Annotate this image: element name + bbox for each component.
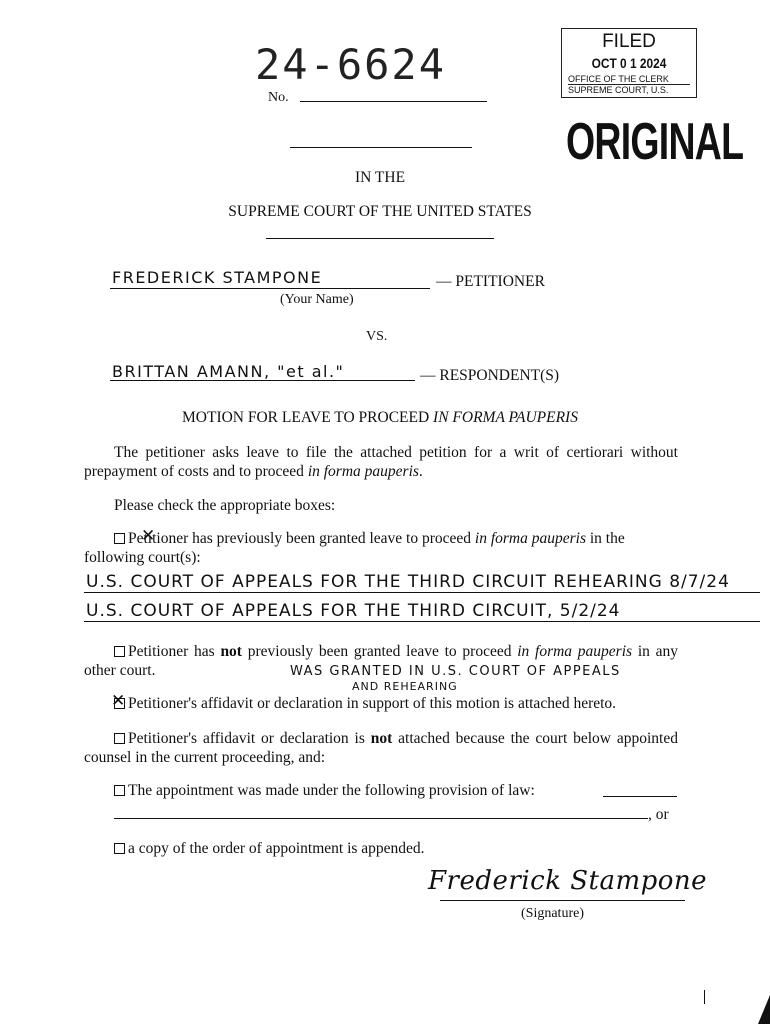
original-stamp: ORIGINAL <box>566 113 744 171</box>
option1-text-a: Petitioner has previously been granted leave to proceed <box>128 530 475 547</box>
option1-line2 <box>84 621 760 622</box>
respondent-role: — RESPONDENT(S) <box>420 367 560 384</box>
option1-entry1: U.S. COURT OF APPEALS FOR THE THIRD CIRCUIT REHEARING 8/7/24 <box>86 572 730 592</box>
option5-or: , or <box>648 806 669 823</box>
option5-text: The appointment was made under the following provision of law: <box>128 782 535 799</box>
signature-caption: (Signature) <box>521 906 584 921</box>
option6-text: a copy of the order of appointment is appended. <box>128 840 425 857</box>
check-instructions: Please check the appropriate boxes: <box>114 497 336 514</box>
vs-label: VS. <box>366 329 388 344</box>
option2-checkbox[interactable] <box>114 646 125 657</box>
case-number-line <box>300 101 487 102</box>
option2-text-c: in any other court. <box>84 643 678 679</box>
option1-checkbox[interactable] <box>114 533 125 544</box>
filed-stamp <box>561 28 697 98</box>
court-name: SUPREME COURT OF THE UNITED STATES <box>228 203 532 220</box>
filed-office-1: OFFICE OF THE CLERK <box>568 74 669 84</box>
option2-text-b: previously been granted leave to proceed <box>241 643 518 660</box>
filed-label: FILED <box>602 31 656 52</box>
motion-title-italic: IN FORMA PAUPERIS <box>433 409 578 426</box>
option3-checkbox[interactable] <box>114 698 125 709</box>
option6-paragraph <box>114 839 425 858</box>
no-label: No. <box>268 90 289 105</box>
option2-handwritten-2: AND REHEARING <box>352 680 458 693</box>
intro-a: The petitioner asks leave to file the attached petition for a writ of certiorari without prepayment of costs and to proceed <box>84 444 678 480</box>
corner-shadow <box>758 995 770 1024</box>
signature-line <box>440 900 685 901</box>
petitioner-name: FREDERICK STAMPONE <box>112 268 323 287</box>
your-name-caption: (Your Name) <box>280 292 354 307</box>
respondent-name: BRITTAN AMANN, "et al." <box>112 362 345 381</box>
option4-paragraph <box>84 729 678 767</box>
respondent-line <box>110 380 415 381</box>
option5-line2 <box>114 818 648 819</box>
filed-office-2: SUPREME COURT, U.S. <box>568 84 690 95</box>
option1-line1 <box>84 592 760 593</box>
option1-paragraph <box>84 529 678 567</box>
motion-title <box>0 408 760 427</box>
option4-text-a: Petitioner's affidavit or declaration is <box>128 730 371 747</box>
option3-paragraph <box>114 694 616 713</box>
option2-text-bold: not <box>220 643 242 660</box>
option5-checkbox[interactable] <box>114 785 125 796</box>
option4-text-bold: not <box>370 730 393 747</box>
option5-line1 <box>603 796 677 797</box>
in-the: IN THE <box>354 169 406 186</box>
intro-b: . <box>418 463 423 480</box>
option1-text-b: in the following court(s): <box>84 530 625 566</box>
option2-handwritten-1: WAS GRANTED IN U.S. COURT OF APPEALS <box>290 664 621 679</box>
petitioner-line <box>110 288 430 289</box>
signature: Frederick Stampone <box>428 866 708 896</box>
motion-title-prefix: MOTION FOR LEAVE TO PROCEED <box>182 409 434 426</box>
court-rule <box>266 238 494 239</box>
option3-text: Petitioner's affidavit or declaration in support of this motion is attached hereto. <box>128 695 617 712</box>
option1-entry2: U.S. COURT OF APPEALS FOR THE THIRD CIRCUIT, 5/2/24 <box>86 601 621 621</box>
option4-text-b: attached because the court below appointed counsel in the current proceeding, and: <box>84 730 678 766</box>
header-rule <box>290 147 472 148</box>
option1-text-italic: in forma pauperis <box>474 530 586 547</box>
corner-mark <box>704 990 705 1004</box>
option2-text-a: Petitioner has <box>128 643 221 660</box>
option6-checkbox[interactable] <box>114 843 125 854</box>
petitioner-role: — PETITIONER <box>436 273 545 290</box>
option2-text-italic: in forma pauperis <box>517 643 633 660</box>
filed-date: OCT 0 1 2024 <box>591 55 667 71</box>
case-number: 24-6624 <box>255 40 447 89</box>
option4-checkbox[interactable] <box>114 733 125 744</box>
intro-paragraph <box>84 443 678 481</box>
option5-paragraph <box>114 781 535 800</box>
intro-italic: in forma pauperis <box>307 463 419 480</box>
